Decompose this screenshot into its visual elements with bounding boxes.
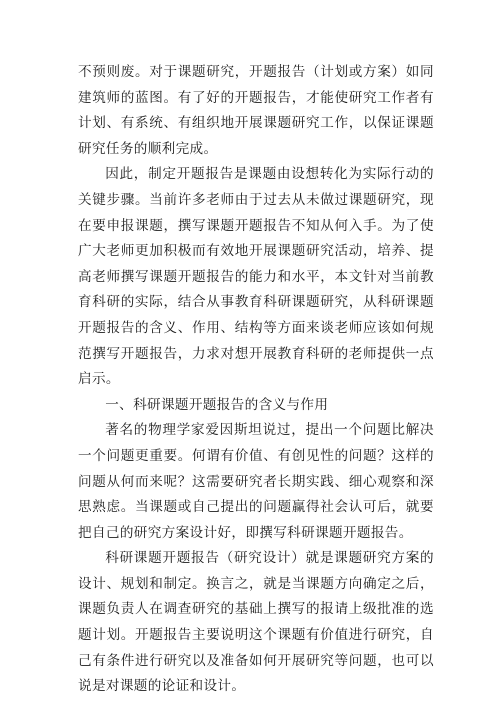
paragraph-einstein-quote: 著名的物理学家爱因斯坦说过，提出一个问题比解决一个问题更重要。何谓有价值、有创见性的问题？这样的问题从何而来呢？这需要研究者长期实践、细心观察和深思熟虑。当课题或自己提出的问题赢得社会认可后，就要把自己的研究方案设计好，即撰写科研课题开题报告。 bbox=[78, 422, 434, 541]
document-body bbox=[78, 60, 434, 700]
paragraph-key-step: 因此，制定开题报告是课题由设想转化为实际行动的关键步骤。当前许多老师由于过去从未做过课题研究，现在要申报课题，撰写课题开题报告不知从何入手。为了使广大老师更加积极而有效地开展课题研究活动，培养、提高老师撰写课题开题报告的能力和水平，本文针对当前教育科研的实际，结合从事教育科研课题研究，从科研课题开题报告的含义、作用、结构等方面来谈老师应该如何规范撰写开题报告，力求对想开展教育科研的老师提供一点启示。 bbox=[78, 166, 434, 388]
paragraph-definition: 科研课题开题报告（研究设计）就是课题研究方案的设计、规划和制定。换言之，就是当课题方向确定之后，课题负责人在调查研究的基础上撰写的报请上级批准的选题计划。开题报告主要说明这个课题有价值进行研究，自己有条件进行研究以及准备如何开展研究等问题，也可以说是对课题的论证和设计。 bbox=[78, 550, 434, 695]
paragraph-intro-continuation: 不预则废。对于课题研究，开题报告（计划或方案）如同建筑师的蓝图。有了好的开题报告，才能使研究工作者有计划、有系统、有组织地开展课题研究工作，以保证课题研究任务的顺利完成。 bbox=[78, 64, 434, 157]
section-heading-meaning-and-role: 一、科研课题开题报告的含义与作用 bbox=[105, 396, 329, 413]
